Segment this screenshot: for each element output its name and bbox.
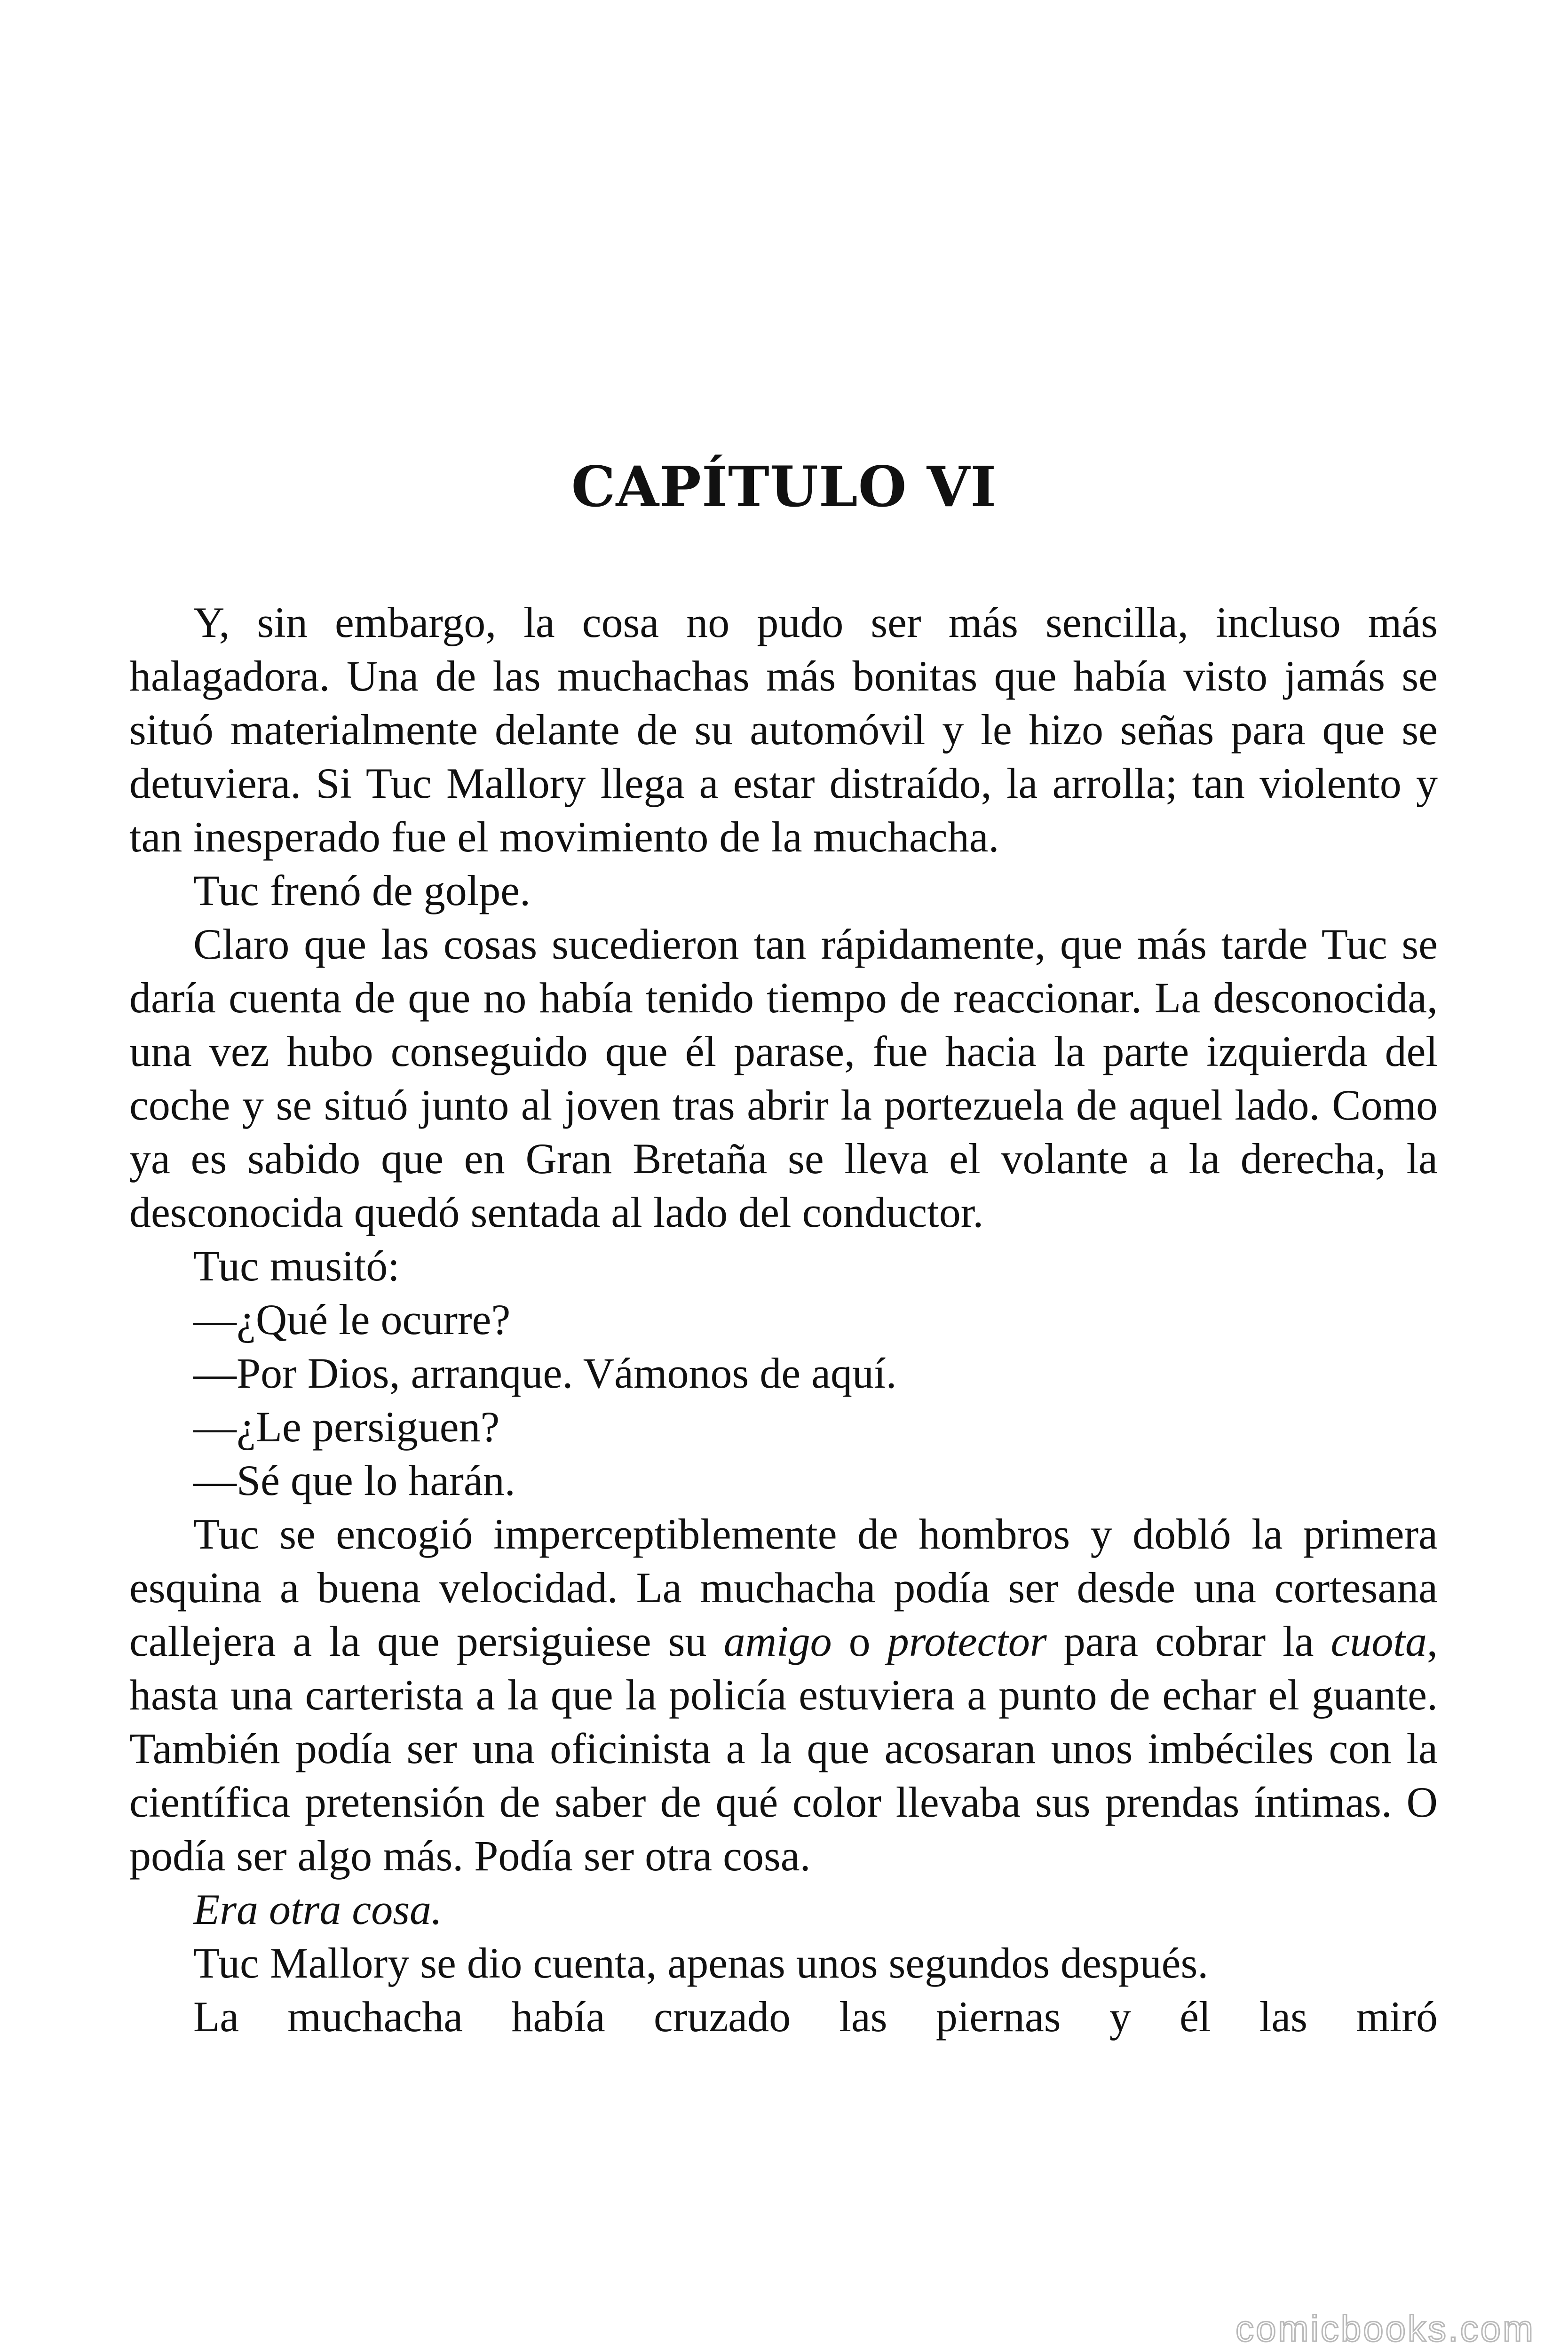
paragraph	[129, 1883, 1438, 1936]
text-run: para cobrar la	[1046, 1617, 1331, 1665]
watermark-logo: comicbooks.com	[1235, 2308, 1535, 2349]
text-run: —Sé que lo harán.	[193, 1456, 515, 1504]
text-run: , hasta una carterista a la que la policía estuviera a punto de echar el guante. También podía ser una oficinista a la que acosaran unos imbéciles con la científica pretensión de saber de qué color llevaba sus prendas íntimas. O podía ser algo más. Podía ser otra cosa.	[129, 1617, 1438, 1880]
paragraph	[129, 1293, 1438, 1346]
paragraph	[129, 1400, 1438, 1454]
text-run: La muchacha había cruzado las piernas y él las miró	[193, 1993, 1438, 2041]
text-run: —Por Dios, arranque. Vámonos de aquí.	[193, 1349, 897, 1397]
text-run: Tuc musitó:	[193, 1242, 400, 1290]
italic-text: protector	[887, 1617, 1047, 1665]
paragraph	[129, 917, 1438, 1239]
paragraph	[129, 1936, 1438, 1990]
paragraph	[129, 864, 1438, 917]
italic-text: cuota	[1330, 1617, 1427, 1665]
italic-text: Era otra cosa.	[193, 1885, 442, 1933]
paragraph	[129, 596, 1438, 864]
chapter-body	[129, 596, 1438, 2043]
text-run: Tuc se encogió imperceptiblemente de hombros y dobló la primera esquina a buena velocidad. La muchacha podía ser desde una cortesana callejera a la que persiguiese su	[129, 1510, 1438, 1665]
text-run: Y, sin embargo, la cosa no pudo ser más sencilla, incluso más halagadora. Una de las muchachas más bonitas que había visto jamás se situó materialmente delante de su automóvil y le hizo señas para que se detuviera. Si Tuc Mallory llega a estar distraído, la arrolla; tan violento y tan inesperado fue el movimiento de la muchacha.	[129, 598, 1438, 861]
text-run: Claro que las cosas sucedieron tan rápidamente, que más tarde Tuc se daría cuenta de que no había tenido tiempo de reaccionar. La desconocida, una vez hubo conseguido que él parase, fue hacia la parte izquierda del coche y se situó junto al joven tras abrir la portezuela de aquel lado. Como ya es sabido que en Gran Bretaña se lleva el volante a la derecha, la desconocida quedó sentada al lado del conductor.	[129, 920, 1438, 1236]
text-run: —¿Qué le ocurre?	[193, 1295, 511, 1343]
text-run: o	[832, 1617, 887, 1665]
text-run: Tuc frenó de golpe.	[193, 866, 531, 914]
text-run: —¿Le persiguen?	[193, 1403, 500, 1451]
paragraph	[129, 1454, 1438, 1507]
paragraph	[129, 1990, 1438, 2043]
text-run: Tuc Mallory se dio cuenta, apenas unos segundos después.	[193, 1939, 1209, 1987]
chapter-title: CAPÍTULO VI	[571, 454, 997, 519]
paragraph	[129, 1346, 1438, 1400]
paragraph	[129, 1239, 1438, 1293]
paragraph	[129, 1507, 1438, 1883]
italic-text: amigo	[723, 1617, 832, 1665]
